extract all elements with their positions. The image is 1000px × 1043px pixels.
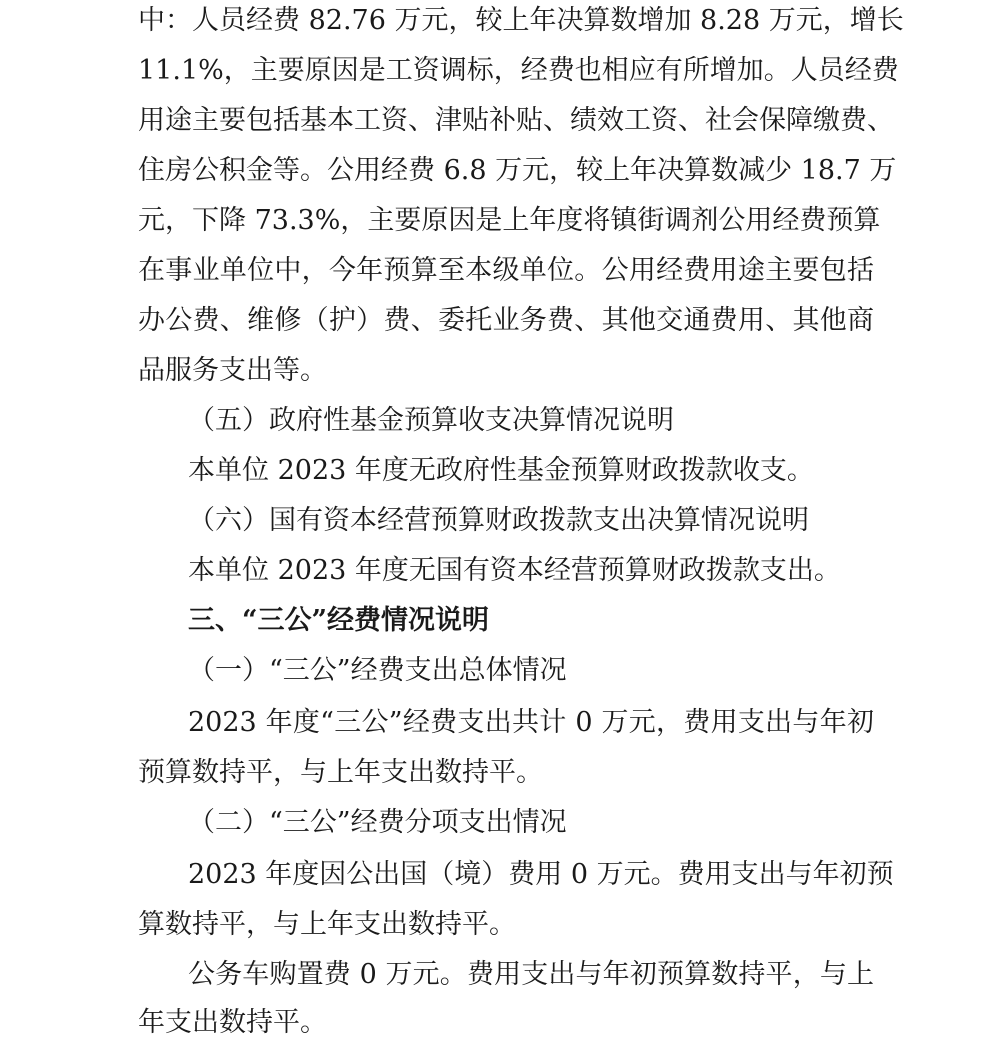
heading-text: （二）“三公”经费分项支出情况: [188, 807, 567, 838]
text-line: 公务车购置费 0 万元。费用支出与年初预算数持平，与上: [188, 959, 874, 990]
chapter-heading: [0, 601, 1000, 641]
text-line: 本单位 2023 年度无国有资本经营预算财政拨款支出。: [188, 555, 841, 586]
paragraph-line: [0, 351, 1000, 391]
paragraph-line: [0, 151, 1000, 191]
section-heading: [0, 803, 1000, 843]
heading-text: （五）政府性基金预算收支决算情况说明: [188, 405, 674, 436]
text-line: 预算数持平，与上年支出数持平。: [138, 757, 543, 788]
paragraph-line: [0, 703, 1000, 743]
text-line: 品服务支出等。: [138, 355, 327, 386]
text-line: 在事业单位中，今年预算至本级单位。公用经费用途主要包括: [138, 255, 874, 286]
text-line: 中：人员经费 82.76 万元，较上年决算数增加 8.28 万元，增长: [138, 5, 904, 36]
paragraph-line: [0, 101, 1000, 141]
section-heading: [0, 651, 1000, 691]
paragraph-line: [0, 301, 1000, 341]
paragraph-line: [0, 201, 1000, 241]
heading-text: （一）“三公”经费支出总体情况: [188, 655, 567, 686]
paragraph-line: [0, 551, 1000, 591]
section-heading: [0, 401, 1000, 441]
paragraph-line: [0, 753, 1000, 793]
text-line: 算数持平，与上年支出数持平。: [138, 909, 516, 940]
text-line: 住房公积金等。公用经费 6.8 万元，较上年决算数减少 18.7 万: [138, 155, 897, 186]
paragraph-line: [0, 451, 1000, 491]
paragraph-line: [0, 855, 1000, 895]
text-line: 2023 年度因公出国（境）费用 0 万元。费用支出与年初预: [188, 859, 894, 890]
text-line: 本单位 2023 年度无政府性基金预算财政拨款收支。: [188, 455, 814, 486]
text-line: 2023 年度“三公”经费支出共计 0 万元，费用支出与年初: [188, 707, 874, 738]
text-line: 11.1%，主要原因是工资调标，经费也相应有所增加。人员经费: [138, 55, 899, 86]
heading-text: 三、“三公”经费情况说明: [188, 605, 490, 636]
paragraph-line: [0, 251, 1000, 291]
paragraph-line: [0, 51, 1000, 91]
text-line: 年支出数持平。: [138, 1007, 327, 1038]
text-line: 用途主要包括基本工资、津贴补贴、绩效工资、社会保障缴费、: [138, 105, 894, 136]
section-heading: [0, 501, 1000, 541]
paragraph-line: [0, 1003, 1000, 1043]
heading-text: （六）国有资本经营预算财政拨款支出决算情况说明: [188, 505, 809, 536]
paragraph-line: [0, 905, 1000, 945]
paragraph-line: [0, 955, 1000, 995]
text-line: 元，下降 73.3%，主要原因是上年度将镇街调剂公用经费预算: [138, 205, 881, 236]
paragraph-line: [0, 1, 1000, 41]
text-line: 办公费、维修（护）费、委托业务费、其他交通费用、其他商: [138, 305, 874, 336]
